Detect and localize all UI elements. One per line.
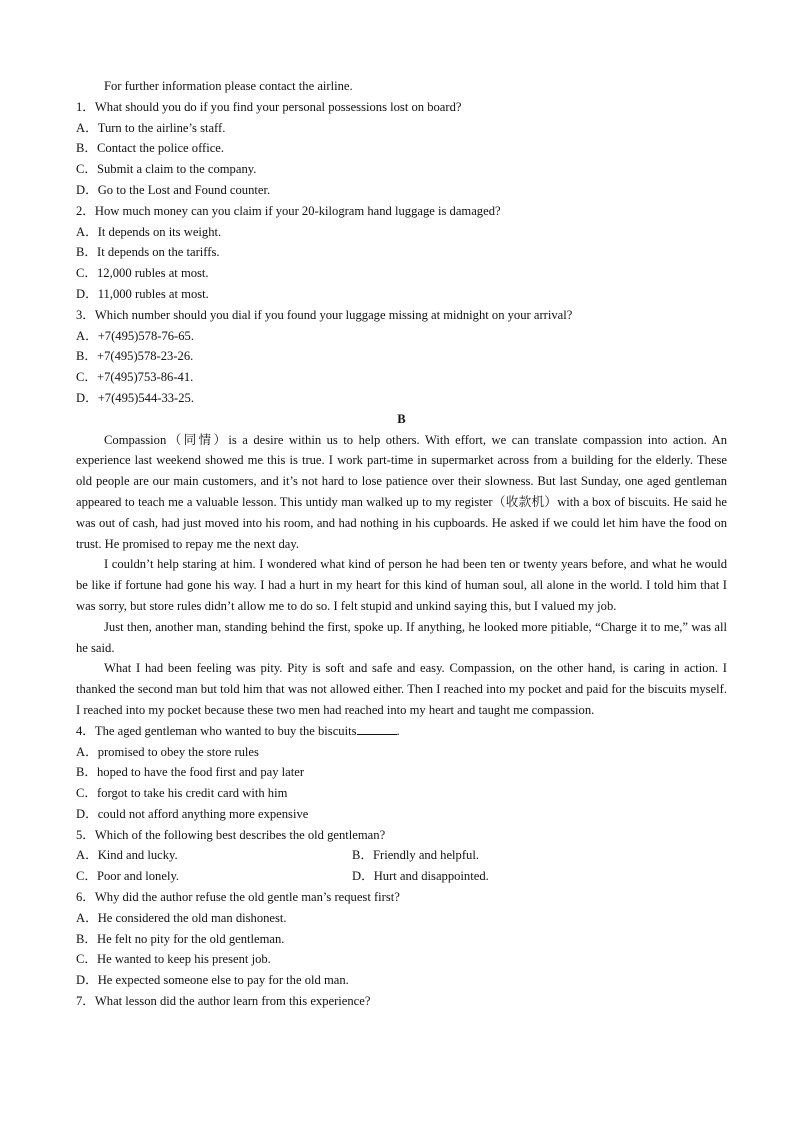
question-4 bbox=[76, 721, 727, 825]
question-5-option-b: B．Friendly and helpful. bbox=[352, 848, 479, 863]
question-4-option-a: A．promised to obey the store rules bbox=[76, 744, 259, 759]
passage-paragraph-2: I couldn’t help staring at him. I wondered what kind of person he had been ten or twenty years before, and what he would be like if fortune had gone his way. I had a hurt in my heart for this kind of human soul, all alone in the world. I told him that I was sorry, but store rules didn’t allow me to do so. I felt stupid and unkind saying this, but I valued my job. bbox=[76, 557, 727, 613]
document-page bbox=[76, 76, 727, 1012]
section-b-title: B bbox=[397, 411, 406, 426]
question-6-option-a: A．He considered the old man dishonest. bbox=[76, 910, 287, 925]
question-5-option-c: C．Poor and lonely. bbox=[76, 869, 180, 884]
intro-line: For further information please contact the airline. bbox=[104, 79, 353, 93]
question-2-option-d: D．11,000 rubles at most. bbox=[76, 286, 209, 301]
question-5-stem: 5．Which of the following best describes the old gentleman? bbox=[76, 827, 386, 842]
question-4-option-d: D．could not afford anything more expensive bbox=[76, 806, 309, 821]
question-5-options-row-2 bbox=[76, 866, 727, 887]
question-4-stem-end: . bbox=[396, 723, 400, 738]
question-3-option-c: C．+7(495)753-86-41. bbox=[76, 370, 194, 385]
question-4-stem bbox=[76, 721, 727, 742]
question-5-options-row-1 bbox=[76, 845, 727, 866]
question-1-stem: 1．What should you do if you find your personal possessions lost on board? bbox=[76, 99, 462, 114]
question-3-option-b: B．+7(495)578-23-26. bbox=[76, 349, 194, 364]
question-7-stem: 7．What lesson did the author learn from this experience? bbox=[76, 994, 371, 1009]
question-2-stem: 2．How much money can you claim if your 20-kilogram hand luggage is damaged? bbox=[76, 203, 501, 218]
question-4-stem-text: 4．The aged gentleman who wanted to buy the biscuits bbox=[76, 723, 357, 738]
passage-paragraph-4: What I had been feeling was pity. Pity is soft and safe and easy. Compassion, on the other hand, is caring in action. I thanked the second man but told him that was not allowed either. Then I reached into my pocket and paid for the biscuits myself. I reached into my pocket because these two men had reached into my heart and taught me compassion. bbox=[76, 661, 727, 717]
question-6-option-b: B．He felt no pity for the old gentleman. bbox=[76, 931, 285, 946]
question-5-option-a: A．Kind and lucky. bbox=[76, 848, 178, 863]
question-2-option-b: B．It depends on the tariffs. bbox=[76, 245, 220, 260]
question-5 bbox=[76, 825, 727, 887]
question-3 bbox=[76, 305, 727, 409]
answer-blank bbox=[357, 722, 397, 735]
question-5-option-d: D．Hurt and disappointed. bbox=[352, 869, 489, 884]
question-1-option-a: A．Turn to the airline’s staff. bbox=[76, 120, 226, 135]
question-1-option-b: B．Contact the police office. bbox=[76, 141, 225, 156]
passage-paragraph-1: Compassion（同情）is a desire within us to help others. With effort, we can translate compassion into action. An experience last weekend showed me this is true. I work part-time in supermarket across from a building for the elderly. These old people are our main customers, and it’s not hard to lose patience over their slowness. But last Sunday, one aged gentleman appeared to teach me a valuable lesson. This untidy man walked up to my register（收款机）with a box of biscuits. He said he was out of cash, had just moved into his room, and had nothing in his cupboards. He asked if we could let him have the food on trust. He promised to repay me the next day. bbox=[76, 432, 727, 551]
question-1 bbox=[76, 97, 727, 201]
question-6-option-c: C．He wanted to keep his present job. bbox=[76, 952, 271, 967]
question-1-option-d: D．Go to the Lost and Found counter. bbox=[76, 182, 271, 197]
question-3-option-a: A．+7(495)578-76-65. bbox=[76, 328, 194, 343]
question-2-option-c: C．12,000 rubles at most. bbox=[76, 266, 209, 281]
passage-paragraph-3: Just then, another man, standing behind the first, spoke up. If anything, he looked more pitiable, “Charge it to me,” was all he said. bbox=[76, 619, 727, 655]
question-4-option-b: B．hoped to have the food first and pay later bbox=[76, 765, 305, 780]
question-2 bbox=[76, 201, 727, 305]
question-6-option-d: D．He expected someone else to pay for the old man. bbox=[76, 973, 349, 988]
question-1-option-c: C．Submit a claim to the company. bbox=[76, 162, 257, 177]
question-4-option-c: C．forgot to take his credit card with him bbox=[76, 786, 288, 801]
question-3-option-d: D．+7(495)544-33-25. bbox=[76, 390, 194, 405]
question-2-option-a: A．It depends on its weight. bbox=[76, 224, 222, 239]
question-3-stem: 3．Which number should you dial if you found your luggage missing at midnight on your arrival? bbox=[76, 307, 573, 322]
question-6 bbox=[76, 887, 727, 991]
question-6-stem: 6．Why did the author refuse the old gentle man’s request first? bbox=[76, 890, 400, 905]
